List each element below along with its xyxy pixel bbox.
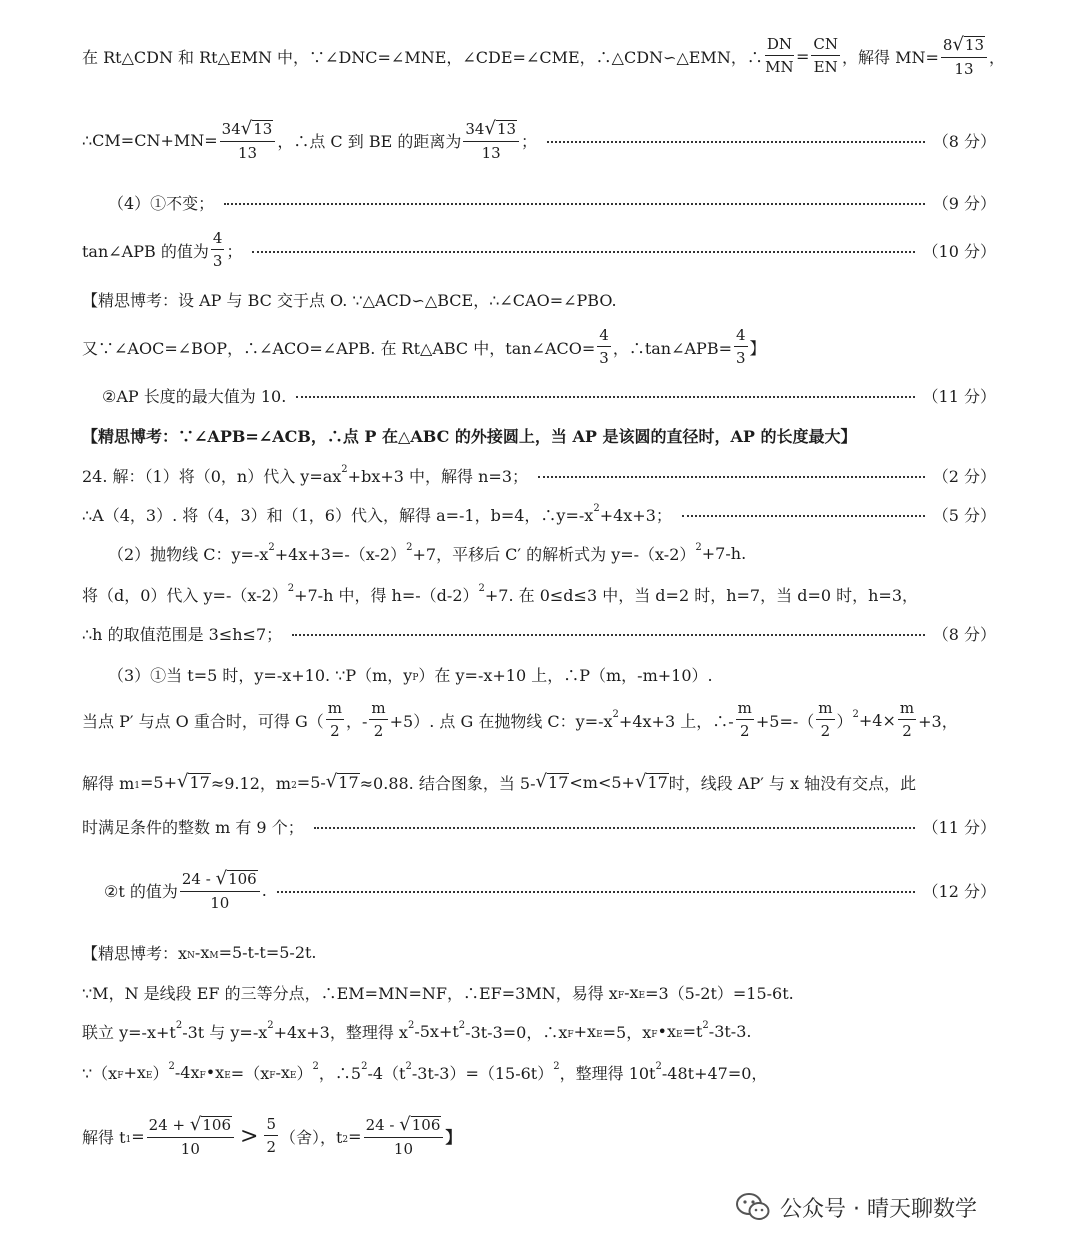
denominator: 2 [820,722,831,740]
text: ∴h 的取值范围是 3≤h≤7； [82,624,283,644]
fraction [736,701,754,739]
leader-dots [292,634,925,636]
numerator: m [369,701,387,720]
text: +4× [858,710,896,730]
superscript: 2 [593,502,600,514]
text: -3t-3）=（15-6t） [411,1063,554,1083]
denominator: MN [765,58,794,76]
text: 解得 t [82,1127,126,1147]
text: +4x+3； [599,505,672,525]
radicand: 13 [964,36,985,54]
watermark-text: 公众号 · 晴天聊数学 [780,1196,977,1222]
denominator: 13 [954,59,974,78]
subscript: F [617,991,625,1001]
fraction [816,701,834,739]
text: •x [205,1062,225,1082]
sqrt: √ 106 [215,867,257,889]
subscript: F [269,1071,276,1081]
text: +x [573,1021,597,1041]
numerator: DN [765,37,794,56]
denominator: 2 [266,1138,276,1156]
superscript: 2 [175,1019,183,1031]
superscript: 2 [361,1060,368,1072]
text: -48t+47=0， [661,1063,768,1083]
fraction [180,867,260,912]
text: （舍），t [279,1127,343,1147]
radicand: 106 [228,870,257,888]
subscript: 2 [342,1135,349,1145]
text: ； [226,241,243,261]
text: 34 [465,119,485,138]
text: +4x+3 上，∴- [618,711,734,731]
text: +7. 在 0≤d≤3 中，当 d=2 时，h=7，当 d=0 时，h=3， [484,585,919,605]
text: +4x+3，整理得 x [273,1022,408,1042]
superscript: 2 [702,1019,709,1031]
subscript: E [638,991,646,1001]
radicand: 17 [338,772,359,792]
text: -5x+t [414,1021,459,1041]
denominator: 2 [373,722,384,740]
numerator [180,867,260,892]
subscript: F [199,1071,206,1081]
text: <m<5+ [569,772,635,792]
text: -4x [174,1062,200,1082]
denominator: 10 [180,1139,200,1158]
superscript: 2 [478,582,485,594]
numerator: CN [811,37,840,56]
text: tan∠APB 的值为 [82,241,209,261]
sqrt: √ 13 [484,117,517,139]
fraction [147,1113,234,1158]
text: ）在 y=-x+10 上，∴P（m，-m+10）. [418,665,713,685]
text: -x [624,982,639,1002]
text: =5-t-t=5-2t. [218,942,317,962]
fraction [765,37,794,75]
text: =（x [230,1063,270,1083]
superscript: 2 [312,1060,319,1072]
fraction [463,117,519,162]
leader-dots [547,141,925,143]
denominator: 2 [739,722,750,740]
radicand: 17 [189,772,210,792]
text: 【精思博考：x [82,943,188,963]
text: ，∴tan∠APB= [612,338,732,358]
leader-dots [682,515,925,517]
leader-dots [314,827,915,829]
superscript: 2 [695,541,702,553]
text: •x [657,1021,676,1041]
superscript: 2 [341,463,348,475]
denominator: 3 [735,349,746,367]
text: ②AP 长度的最大值为 10. [102,386,287,406]
denominator: 13 [481,143,501,162]
text: ∴A（4，3）. 将（4，3）和（1，6）代入，解得 a=-1，b=4，∴y=-x [82,505,594,525]
radicand: 106 [202,1116,231,1134]
score: （2 分） [932,466,996,486]
text: 24. 解：（1）将（0，n）代入 y=ax [82,466,342,486]
text: 在 Rt△CDN 和 Rt△EMN 中，∵∠DNC=∠MNE，∠CDE=∠CME，∴△CDN∽△EMN，∴ [82,47,763,67]
text: 24 - [181,869,216,888]
radicand: 17 [548,772,569,792]
text: -3t-3=0，∴x [465,1022,568,1042]
text: ，解得 MN= [842,47,939,67]
text: 】 [445,1127,462,1147]
text: +5=-（ [755,711,815,731]
fraction [220,117,276,162]
superscript: 2 [852,708,859,720]
leader-dots [277,891,915,893]
text: 【精思博考：∵∠APB=∠ACB，∴点 P 在△ABC 的外接圆上，当 AP 是该圆的直径时，AP 的长度最大】 [82,426,857,446]
text: ） [152,1063,169,1083]
text: 24 + [148,1115,190,1134]
sqrt: √ 106 [399,1113,441,1135]
text: +7-h 中，得 h=-（d-2） [294,585,479,605]
text: +5）. 点 G 在抛物线 C：y=-x [389,711,613,731]
text: -x [275,1062,290,1082]
superscript: 2 [553,1060,560,1072]
text: ≈0.88. 结合图象，当 5- [359,773,536,793]
superscript: 2 [405,1060,412,1072]
text: ，- [345,711,368,731]
sqrt: √ 17 [634,771,668,793]
subscript: E [596,1030,603,1040]
sqrt: √ 106 [189,1113,231,1135]
text: +7-h. [701,543,747,563]
denominator: EN [813,58,838,76]
numerator: m [736,701,754,720]
numerator [220,117,276,142]
text: 当点 P′ 与点 O 重合时，可得 G（ [82,711,324,731]
text: （2）抛物线 C：y=-x [108,544,269,564]
radicand: 13 [253,120,273,138]
sqrt: √ 17 [325,771,359,793]
text: ） [836,711,853,731]
score: （8 分） [932,131,996,151]
leader-dots [252,251,914,253]
text: = [795,46,810,66]
subscript: 2 [291,781,297,791]
text: -x [194,942,210,962]
denominator: 3 [212,252,223,270]
subscript: F [117,1071,124,1081]
denominator: 10 [210,893,230,912]
numerator: 4 [734,328,748,347]
subscript: E [675,1030,683,1040]
fraction [264,1117,278,1155]
numerator [364,1113,444,1138]
text: 解得 m [82,773,135,793]
subscript: M [209,951,219,961]
superscript: 2 [406,541,413,553]
numerator: 5 [264,1117,278,1136]
text: +4x+3=-（x-2） [274,544,407,564]
text: =3（5-2t）=15-6t. [645,983,794,1003]
subscript: F [651,1030,658,1040]
subscript: E [289,1071,297,1081]
text: . [261,880,267,900]
text: 34 [221,119,241,138]
numerator [941,33,987,58]
superscript: 2 [168,1060,175,1072]
fraction [734,328,748,366]
text: = [348,1126,362,1146]
fraction [369,701,387,739]
superscript: 2 [268,541,275,553]
superscript: 2 [287,582,295,594]
score: （12 分） [922,881,996,901]
score: （10 分） [922,241,996,261]
text: 时满足条件的整数 m 有 9 个； [82,817,304,837]
watermark [736,1189,1046,1225]
superscript: 2 [458,1019,466,1031]
denominator: 2 [902,722,912,740]
text: ≈9.12，m [210,773,292,793]
superscript: 2 [407,1019,415,1031]
text: +7，平移后 C′ 的解析式为 y=-（x-2） [412,544,696,564]
text: 又∵∠AOC=∠BOP，∴∠ACO=∠APB. 在 Rt△ABC 中，tan∠ACO= [82,338,596,358]
fraction [597,328,611,366]
denominator: 2 [330,722,340,740]
subscript: P [412,673,419,683]
text: 8 [942,35,953,54]
denominator: 13 [237,143,258,162]
text: ，整理得 10t [559,1063,656,1083]
text: 24 - [365,1115,400,1134]
subscript: 1 [125,1135,132,1145]
text: 联立 y=-x+t [82,1022,176,1042]
text: 】 [749,338,766,358]
text: 时，线段 AP′ 与 x 轴没有交点，此 [668,773,917,793]
text: +bx+3 中，解得 n=3； [347,466,528,486]
score: （9 分） [932,193,996,213]
leader-dots [296,396,914,398]
leader-dots [538,476,925,478]
score: （5 分） [932,505,996,525]
radicand: 13 [496,120,517,138]
sqrt: √ 17 [177,771,210,793]
text: ∵（x [82,1063,118,1083]
text: ，∴点 C 到 BE 的距离为 [277,131,462,151]
fraction [941,33,987,78]
text: =5+ [140,772,177,792]
text: ∴CM=CN+MN= [82,130,218,150]
text: = [131,1126,145,1146]
fraction [811,37,840,75]
text: ； [521,131,538,151]
numerator: m [898,701,916,720]
text: -3t 与 y=-x [182,1022,268,1042]
fraction [326,701,344,739]
numerator: m [326,701,344,720]
score: （11 分） [922,386,996,406]
text: ） [296,1063,313,1083]
numerator [463,117,519,142]
text: =t [682,1021,703,1041]
text: +3， [918,711,958,731]
text: 将（d，0）代入 y=-（x-2） [82,585,288,605]
numerator: 4 [597,328,611,347]
numerator: 4 [211,231,225,250]
numerator: m [816,701,834,720]
sqrt: √ 13 [240,117,273,139]
fraction [211,231,225,269]
subscript: N [187,951,195,961]
text: =5- [296,772,326,792]
text: =5，x [602,1022,652,1042]
subscript: E [224,1071,231,1081]
radicand: 106 [411,1116,441,1134]
text: ②t 的值为 [104,881,178,901]
denominator: 10 [393,1139,414,1158]
text: （4）①不变； [108,193,215,213]
score: （8 分） [932,624,996,644]
numerator [147,1113,234,1138]
subscript: 1 [134,781,140,791]
fraction [898,701,916,739]
text: 【精思博考：设 AP 与 BC 交于点 O. ∵△ACD∽△BCE，∴∠CAO=∠PBO. [82,290,617,310]
radicand: 17 [647,772,668,792]
text: ，∴5 [318,1063,362,1083]
denominator: 3 [599,349,609,367]
sqrt: √ 17 [535,771,569,793]
text: +x [123,1062,146,1082]
leader-dots [224,203,925,205]
text: -4（t [367,1063,406,1083]
fraction [364,1113,444,1158]
text: ∵M，N 是线段 EF 的三等分点，∴EM=MN=NF，∴EF=3MN，易得 x [82,983,618,1003]
sqrt: √ 13 [952,33,985,55]
subscript: E [145,1071,153,1081]
superscript: 2 [655,1060,662,1072]
superscript: 2 [267,1019,274,1031]
superscript: 2 [612,708,619,720]
wechat-icon [736,1192,770,1222]
text: （3）①当 t=5 时，y=-x+10. ∵P（m，y [108,665,413,685]
text: -3t-3. [708,1021,752,1041]
text: ， [989,47,1006,67]
text: > [240,1123,259,1149]
score: （11 分） [922,817,996,837]
subscript: F [567,1030,574,1040]
